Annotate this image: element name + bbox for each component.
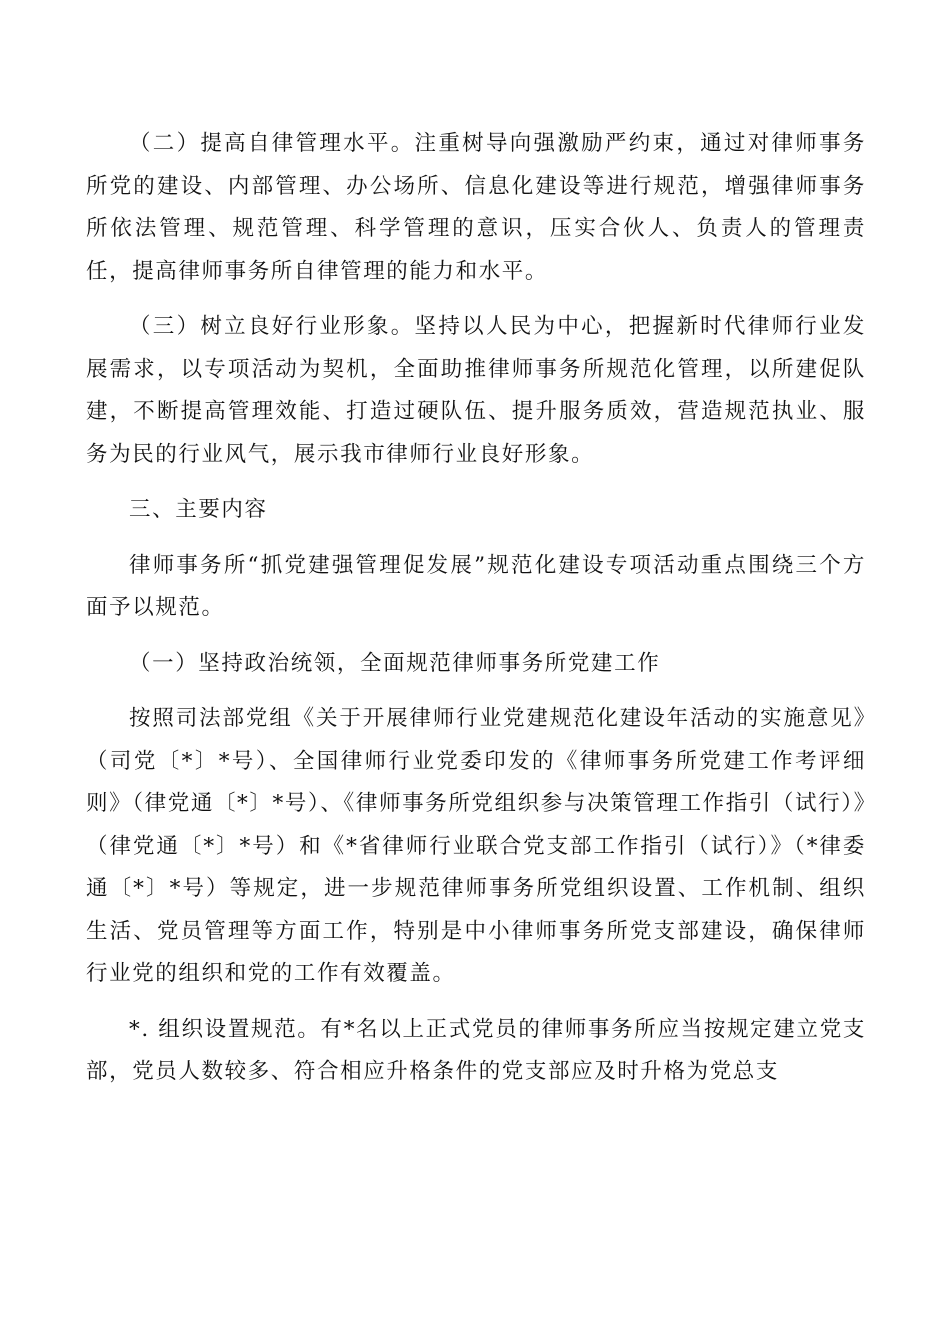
section-heading-main-content: 三、主要内容 bbox=[129, 497, 268, 522]
paragraph-organization-setup: *. 组织设置规范。有*名以上正式党员的律师事务所应当按规定建立党支部，党员人数较多、符合相应升格条件的党支部应及时升格为党总支 bbox=[86, 1016, 866, 1084]
paragraph-regulations: 按照司法部党组《关于开展律师行业党建规范化建设年活动的实施意见》（司党〔*〕*号）、全国律师行业党委印发的《律师事务所党建工作考评细则》（律党通〔*〕*号）、《律师事务所党组织参与决策管理工作指引（试行）》（律党通〔*〕*号）和《*省律师行业联合党支部工作指引（试行）》（*律委通〔*〕*号）等规定，进一步规范律师事务所党组织设置、工作机制、组织生活、党员管理等方面工作，特别是中小律师事务所党支部建设，确保律师行业党的组织和党的工作有效覆盖。 bbox=[86, 706, 866, 986]
paragraph-self-discipline: （二）提高自律管理水平。注重树导向强激励严约束，通过对律师事务所党的建设、内部管理、办公场所、信息化建设等进行规范，增强律师事务所依法管理、规范管理、科学管理的意识，压实合伙人、负责人的管理责任，提高律师事务所自律管理的能力和水平。 bbox=[86, 131, 866, 284]
subsection-heading-party-building: （一）坚持政治统领，全面规范律师事务所党建工作 bbox=[129, 650, 661, 676]
paragraph-activity-overview: 律师事务所“抓党建强管理促发展”规范化建设专项活动重点围绕三个方面予以规范。 bbox=[86, 552, 866, 620]
document-body bbox=[86, 123, 866, 1107]
paragraph-industry-image: （三）树立良好行业形象。坚持以人民为中心，把握新时代律师行业发展需求，以专项活动为契机，全面助推律师事务所规范化管理，以所建促队建，不断提高管理效能、打造过硬队伍、提升服务质效，营造规范执业、服务为民的行业风气，展示我市律师行业良好形象。 bbox=[86, 314, 866, 467]
